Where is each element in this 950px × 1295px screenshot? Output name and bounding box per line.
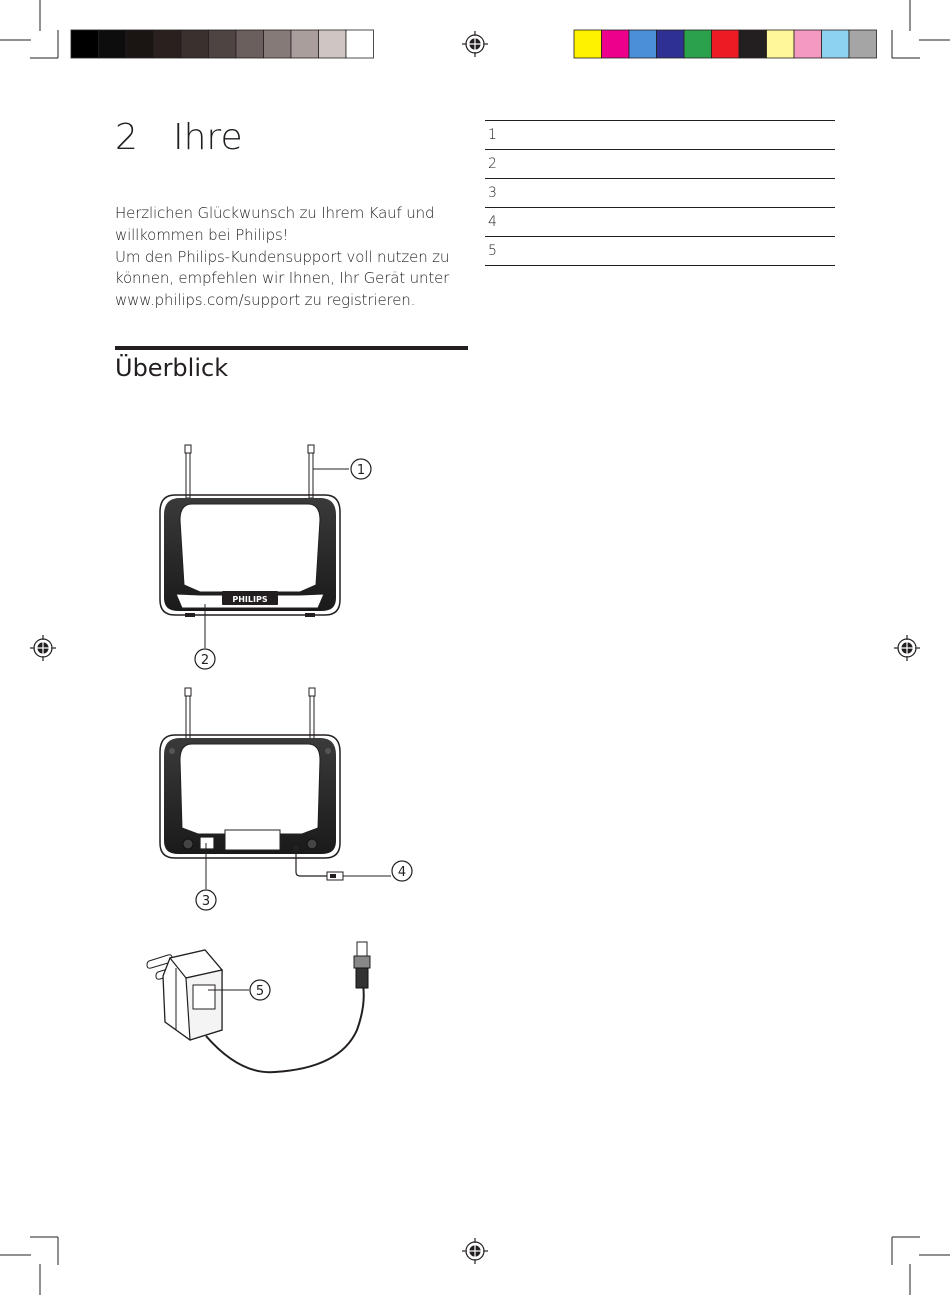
antenna-icon — [185, 445, 191, 498]
callout-4: 4 — [397, 865, 407, 880]
callout-5: 5 — [255, 984, 265, 999]
legend-row: 4 — [485, 208, 835, 237]
brand-label: PHILIPS — [232, 595, 268, 604]
intro-paragraph: Um den Philips-Kundensupport voll nutzen zu können, empfehlen wir Ihnen, Ihr Gerät unter www.philips.com/support zu registrieren. — [115, 247, 450, 310]
chapter-number: 2 — [115, 117, 138, 158]
power-adapter-illustration — [147, 942, 370, 1072]
legend-row: 2 — [485, 150, 835, 179]
callout-1: 1 — [356, 463, 366, 478]
intro-paragraph: Herzlichen Glückwunsch zu Ihrem Kauf und willkommen bei Philips! — [115, 204, 435, 244]
callout-3: 3 — [201, 894, 211, 909]
back-view-illustration — [160, 688, 412, 910]
barrel-plug-icon — [354, 942, 370, 988]
legend-row: 3 — [485, 179, 835, 208]
chapter-title: Ihre — [173, 117, 243, 158]
legend-row: 1 — [485, 121, 835, 150]
section-title: Überblick — [115, 354, 229, 382]
front-view-illustration — [160, 445, 371, 669]
legend-row: 5 — [485, 237, 835, 266]
antenna-icon — [308, 445, 314, 498]
callout-2: 2 — [200, 653, 210, 668]
